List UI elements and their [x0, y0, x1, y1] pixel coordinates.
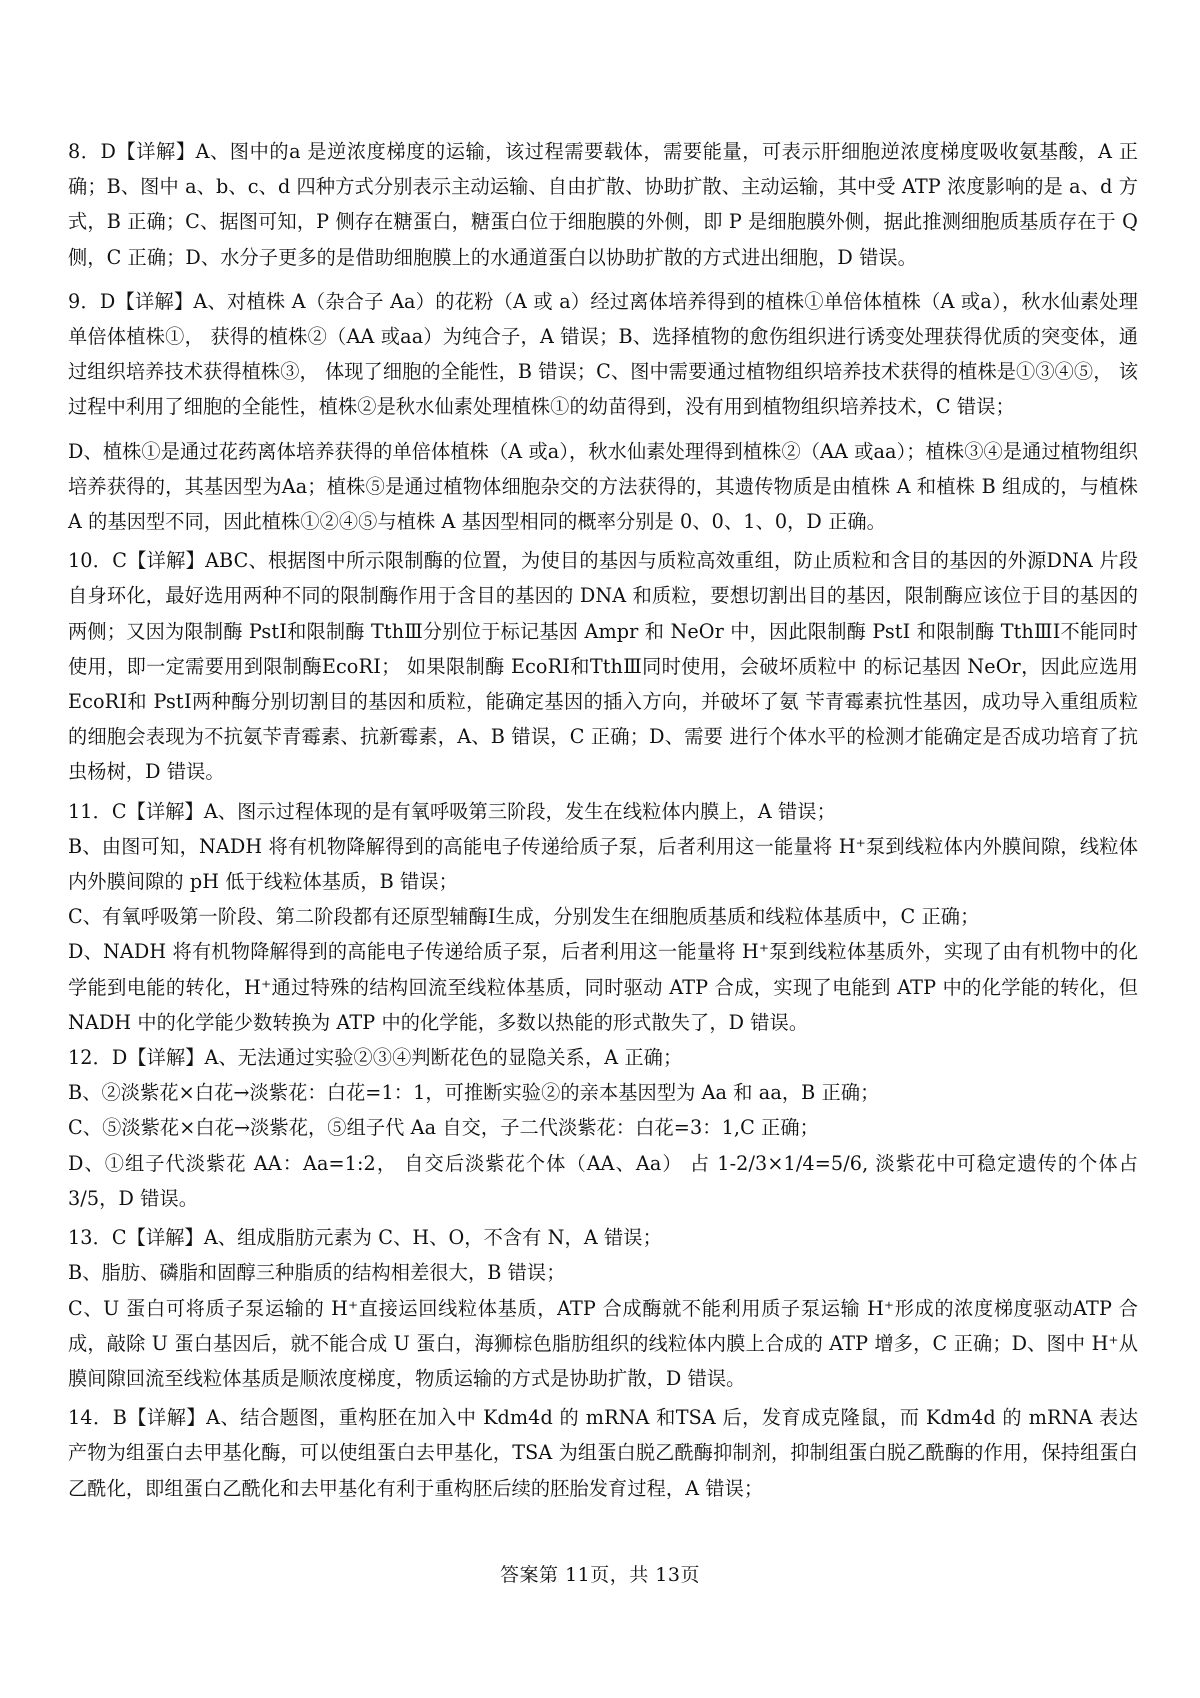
- answer-9: 9．D【详解】A、对植株 A（杂合子 Aa）的花粉（A 或 a）经过离体培养得到的植株①单倍体植株（A 或a），秋水仙素处理单倍体植株①， 获得的植株②（AA 或aa）为纯合子，A 错误；B、选择植物的愈伤组织进行诱变处理获得优质的突变体，通过组织培养技术获得植株③， 体现了细胞的全能性，B 错误；C、图中需要通过植物组织培养技术获得的植株是①③④⑤， 该过程中利用了细胞的全能性，植株②是秋水仙素处理植株①的幼苗得到，没有用到植物组织培养技术，C 错误；: [68, 289, 1138, 419]
- answer-11: 11．C【详解】A、图示过程体现的是有氧呼吸第三阶段，发生在线粒体内膜上，A 错误；: [68, 799, 836, 823]
- answer-12-d: D、①组子代淡紫花 AA：Aa=1:2， 自交后淡紫花个体（AA、Aa） 占 1-2/3×1/4=5/6, 淡紫花中可稳定遗传的个体占3/5，D 错误。: [68, 1151, 1138, 1210]
- page-footer: 答案第 11页，共 13页: [500, 1564, 700, 1586]
- answer-13-c: C、U 蛋白可将质子泵运输的 H⁺直接运回线粒体基质，ATP 合成酶就不能利用质子泵运输 H⁺形成的浓度梯度驱动ATP 合成，敲除 U 蛋白基因后，就不能合成 U 蛋白，海狮棕色脂肪组织的线粒体内膜上合成的 ATP 增多，C 正确；D、图中 H⁺从膜间隙回流至线粒体基质是顺浓度梯度，物质运输的方式是协助扩散，D 错误。: [68, 1296, 1138, 1390]
- answer-12-b: B、②淡紫花×白花→淡紫花：白花=1：1，可推断实验②的亲本基因型为 Aa 和 aa，B 正确；: [68, 1081, 880, 1105]
- answer-10: 10．C【详解】ABC、根据图中所示限制酶的位置，为使目的基因与质粒高效重组，防止质粒和含目的基因的外源DNA 片段自身环化，最好选用两种不同的限制酶作用于含目的基因的 DNA 和质粒，要想切割出目的基因，限制酶应该位于目的基因的两侧；又因为限制酶 PstⅠ和限制酶 TthⅢ分别位于标记基因 Ampr 和 NeOr 中，因此限制酶 PstⅠ 和限制酶 TthⅢⅠ不能同时使用，即一定需要用到限制酶EcoRⅠ； 如果限制酶 EcoRⅠ和TthⅢ同时使用，会破坏质粒中 的标记基因 NeOr，因此应选用EcoRⅠ和 PstⅠ两种酶分别切割目的基因和质粒，能确定基因的插入方向，并破坏了氨 苄青霉素抗性基因，成功导入重组质粒的细胞会表现为不抗氨苄青霉素、抗新霉素，A、B 错误，C 正确；D、需要 进行个体水平的检测才能确定是否成功培育了抗虫杨树，D 错误。: [68, 549, 1138, 784]
- answer-13: 13．C【详解】A、组成脂肪元素为 C、H、O，不含有 N，A 错误；: [68, 1226, 662, 1250]
- answer-content: [68, 134, 1138, 1506]
- answer-8: 8．D【详解】A、图中的a 是逆浓度梯度的运输，该过程需要载体，需要能量，可表示肝细胞逆浓度梯度吸收氨基酸，A 正确；B、图中 a、b、c、d 四种方式分别表示主动运输、自由扩散、协助扩散、主动运输，其中受 ATP 浓度影响的是 a、d 方式，B 正确；C、据图可知，P 侧存在糖蛋白，糖蛋白位于细胞膜的外侧，即 P 是细胞膜外侧，据此推测细胞质基质存在于 Q 侧，C 正确；D、水分子更多的是借助细胞膜上的水通道蛋白以协助扩散的方式进出细胞，D 错误。: [68, 140, 1138, 269]
- answer-11-b: B、由图可知，NADH 将有机物降解得到的高能电子传递给质子泵，后者利用这一能量将 H⁺泵到线粒体内外膜间隙，线粒体内外膜间隙的 pH 低于线粒体基质，B 错误；: [68, 834, 1138, 894]
- answer-9-d: D、植株①是通过花药离体培养获得的单倍体植株（A 或a），秋水仙素处理得到植株②（AA 或aa）；植株③④是通过植物组织培养获得的，其基因型为Aa；植株⑤是通过植物体细胞杂交的方法获得的，其遗传物质是由植株 A 和植株 B 组成的，与植株 A 的基因型不同，因此植株①②④⑤与植株 A 基因型相同的概率分别是 0、0、1、0，D 正确。: [68, 439, 1138, 534]
- answer-11-d: D、NADH 将有机物降解得到的高能电子传递给质子泵，后者利用这一能量将 H⁺泵到线粒体基质外，实现了由有机物中的化学能到电能的转化，H⁺通过特殊的结构回流至线粒体基质，同时驱动 ATP 合成，实现了电能到 ATP 中的化学能的转化，但 NADH 中的化学能少数转换为 ATP 中的化学能，多数以热能的形式散失了，D 错误。: [68, 940, 1138, 1034]
- answer-11-c: C、有氧呼吸第一阶段、第二阶段都有还原型辅酶Ⅰ生成，分别发生在细胞质基质和线粒体基质中，C 正确；: [68, 905, 980, 929]
- answer-12: 12．D【详解】A、无法通过实验②③④判断花色的显隐关系，A 正确；: [68, 1046, 683, 1070]
- answer-13-b: B、脂肪、磷脂和固醇三种脂质的结构相差很大，B 错误；: [68, 1261, 566, 1285]
- answer-14: 14．B【详解】A、结合题图，重构胚在加入中 Kdm4d 的 mRNA 和TSA 后，发育成克隆鼠，而 Kdm4d 的 mRNA 表达产物为组蛋白去甲基化酶，可以使组蛋白去甲基化，TSA 为组蛋白脱乙酰酶抑制剂，抑制组蛋白脱乙酰酶的作用，保持组蛋白乙酰化，即组蛋白乙酰化和去甲基化有利于重构胚后续的胚胎发育过程，A 错误；: [68, 1406, 1138, 1500]
- answer-12-c: C、⑤淡紫花×白花→淡紫花，⑤组子代 Aa 自交，子二代淡紫花：白花=3：1,C 正确；: [68, 1116, 819, 1140]
